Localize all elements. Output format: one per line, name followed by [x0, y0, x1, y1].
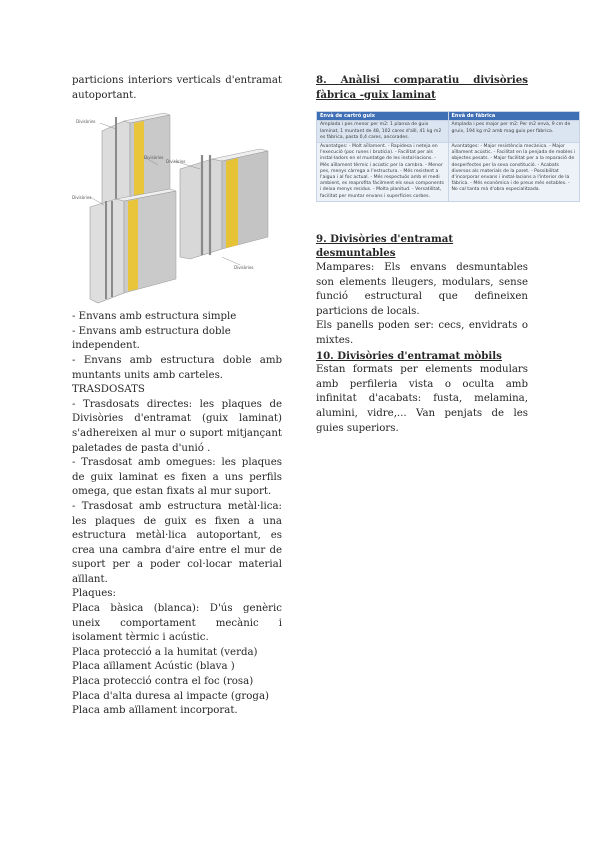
table-row — [317, 121, 580, 143]
table-row — [317, 143, 580, 202]
list-item: - Envans amb estructura simple — [72, 311, 237, 323]
comparison-table — [316, 111, 580, 202]
table-cell: Avantatges: - Molt aïllament. - Rapidesa i neteja en l'execució (poc runes i brutícia). - Facilitat per als instal·ladors en el muntatge de les instal·lacions. - Més aïllament tèrmic i acústic per la cambra. - Menor pes, menys càrrega a l'estructura. - Més resistent a l'aigua i al foc actual. - Més respectuós amb el medi ambient, es reaprofita fàcilment els seus components i deixa menys residus. - Molta planitud. - Versatilitat, facilitat per muntar envans i superfícies corbes. — [317, 143, 449, 202]
intro-text: particions interiors verticals d'entramat autoportant. — [72, 75, 282, 101]
list-item: Placa aïllament Acústic (blava ) — [72, 661, 235, 673]
spacer — [316, 202, 528, 232]
table-cell: Amplada i pes major per m2: Per m2 envà, 9 cm de gruix, 194 kg m2 amb mag guix per fàbrica. — [448, 121, 580, 143]
section-10-title: 10. Divisòries d'entramat mòbils — [316, 349, 502, 362]
list-item: - Envans amb estructura doble amb muntants units amb carteles. — [72, 354, 282, 381]
wall-panel-3 — [90, 189, 176, 303]
table-header-cell: Envà de cartró guix — [317, 112, 449, 121]
list-item: - Trasdosats directes: les plaques de Divisòries d'entramat (guix laminat) s'adhereixen al mur o suport mitjançant paletades de pasta d'unió . — [72, 398, 282, 454]
table-header-cell: Envà de fàbrica — [448, 112, 580, 121]
trasdosats-heading: TRASDOSATS — [72, 384, 145, 396]
right-column — [316, 73, 576, 436]
wall-panel-2 — [180, 149, 268, 259]
list-item: Placa protecció a la humitat (verda) — [72, 646, 258, 658]
partition-figure — [72, 109, 282, 305]
section-9-paragraph: Els panells poden ser: cecs, envidrats o mixtes. — [316, 320, 528, 346]
list-item: Placa bàsica (blanca): D'ús genèric uneix comportament mecànic i isolament tèrmic i acústic. — [72, 603, 282, 644]
left-column — [72, 74, 282, 719]
partition-illustration — [72, 109, 282, 305]
figure-callout-4: Divisòries — [72, 195, 92, 201]
section-10-paragraph: Estan formats per elements modulars amb perfileria vista o oculta amb infinitat d'acabats: fusta, melamina, alumini, vidre,... Van penjats de les guies superiors. — [316, 364, 528, 434]
table-header-row — [317, 112, 580, 121]
figure-callout-2: Divisòries — [144, 155, 164, 161]
section-9-paragraph: Mampares: Els envans desmuntables son elements lleugers, modulars, sense funció estructural que defineixen particions de locals. — [316, 262, 528, 317]
figure-callout-1: Divisòries — [76, 119, 96, 125]
table-cell: Avantatges: - Major resistència mecànica. - Major aïllament acústic. - Facilitat en la penjada de mobles i objectes pesats. - Major facilitat per a la reparació de desperfectes per la seva constitució. - Acabats diversos als materials de la paret. - Possibilitat d'incorporar envans i instal·lacions a l'interior de la fàbrica. - Més econòmica i de preus més estables. - No cal tanta mà d'obra especialitzada. — [448, 143, 580, 202]
figure-callout-5: Divisòries — [234, 265, 254, 271]
list-item: - Envans amb estructura doble independent. — [72, 325, 231, 352]
section-8-title: 8. Anàlisi comparatiu divisòries fàbrica -guix laminat — [316, 74, 528, 101]
list-item: Placa protecció contra el foc (rosa) — [72, 676, 254, 688]
section-9-title: 9. Divisòries d'entramat desmuntables — [316, 232, 454, 260]
plaques-heading: Plaques: — [72, 588, 116, 600]
list-item: - Trasdosat amb omegues: les plaques de guix laminat es fixen a uns perfils omega, que estan fixats al mur suport. — [72, 457, 282, 498]
list-item: Placa amb aïllament incorporat. — [72, 705, 238, 717]
table-cell: Amplada i pes menor per m2: 1 planxa de guix laminat, 1 muntant de 48, 102 cares d'aïll, 41 kg m2 es fàbrica, pasta 0,4 cares, ancorades. — [317, 121, 449, 143]
figure-callout-3: Divisòries — [166, 159, 186, 165]
list-item: - Trasdosat amb estructura metàl·lica: les plaques de guix es fixen a una estructura metàl·lica autoportant, es crea una cambra d'aire entre el mur de suport per a poder col·locar material aïllant. — [72, 500, 282, 585]
list-item: Placa d'alta duresa al impacte (groga) — [72, 690, 270, 702]
